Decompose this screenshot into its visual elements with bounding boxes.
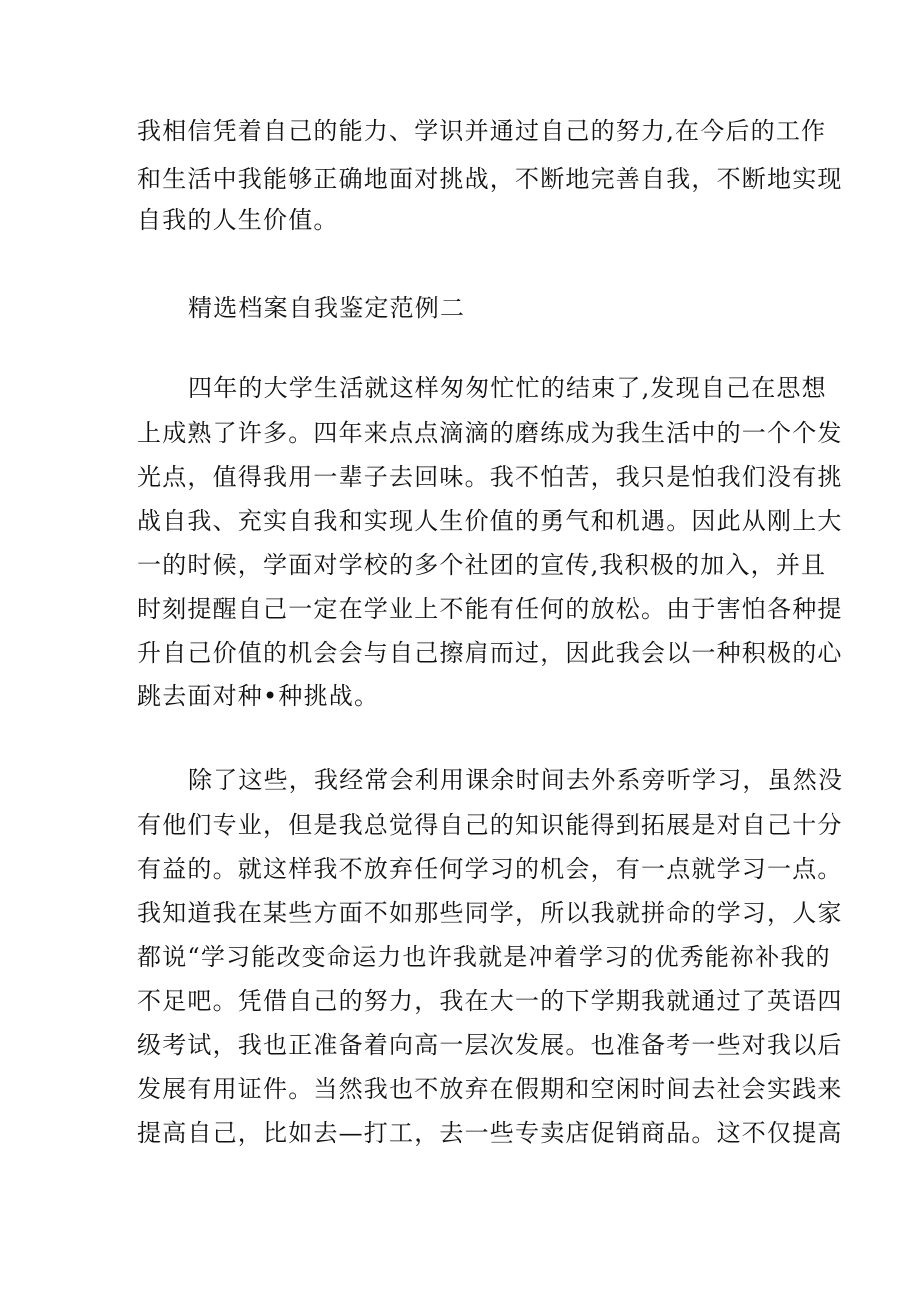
- paragraph-2-line-3: 光点，值得我用一辈子去回味。我不怕苦，我只是怕我们没有挑: [137, 463, 843, 491]
- paragraph-3-line-5: 都说“学习能改变命运力也许我就是冲着学习的优秀能祢补我的: [137, 943, 831, 971]
- paragraph-2-line-8: 跳去面对种•种挑战。: [137, 682, 380, 710]
- paragraph-2-line-1: 四年的大学生活就这样匆匆忙忙的结束了,发现自己在思想: [188, 374, 827, 402]
- paragraph-3-line-2: 有他们专业，但是我总觉得自己的知识能得到拓展是对自己十分: [137, 811, 843, 839]
- section-heading: 精选档案自我鉴定范例二: [188, 294, 466, 322]
- paragraph-2-line-4: 战自我、充实自我和实现人生价值的勇气和机遇。因此从刚上大: [137, 507, 843, 535]
- paragraph-3-line-8: 发展有用证件。当然我也不放弃在假期和空闲时间去社会实践来: [137, 1075, 843, 1103]
- paragraph-1-line-1: 我相信凭着自己的能力、学识并通过自己的努力,在今后的工作: [137, 117, 827, 145]
- paragraph-1-line-3: 自我的人生价值。: [137, 206, 339, 234]
- paragraph-3-line-4: 我知道我在某些方面不如那些同学，所以我就拼命的学习，人家: [137, 899, 843, 927]
- paragraph-3-line-3: 有益的。就这样我不放弃任何学习的机会，有一点就学习一点。: [137, 855, 843, 883]
- paragraph-2-line-7: 升自己价值的机会会与自己擦肩而过，因此我会以一种积极的心: [137, 639, 843, 667]
- paragraph-3-line-7: 级考试，我也正准备着向高一层次发展。也准备考一些对我以后: [137, 1031, 843, 1059]
- paragraph-2-line-6: 时刻提醒自己一定在学业上不能有任何的放松。由于害怕各种提: [137, 595, 843, 623]
- paragraph-2-line-2: 上成熟了许多。四年来点点滴滴的磨练成为我生活中的一个个发: [137, 419, 843, 447]
- paragraph-3-line-1: 除了这些，我经常会利用课余时间去外系旁听学习，虽然没: [188, 766, 844, 794]
- paragraph-1-line-2: 和生活中我能够正确地面对挑战，不断地完善自我，不断地实现: [137, 165, 843, 193]
- paragraph-3-line-9: 提高自己，比如去—打工，去一些专卖店促销商品。这不仅提高: [137, 1119, 843, 1147]
- paragraph-2-line-5: 一的时候，学面对学校的多个社团的宣传,我积极的加入，并且: [137, 551, 827, 579]
- paragraph-3-line-6: 不足吧。凭借自己的努力，我在大一的下学期我就通过了英语四: [137, 987, 843, 1015]
